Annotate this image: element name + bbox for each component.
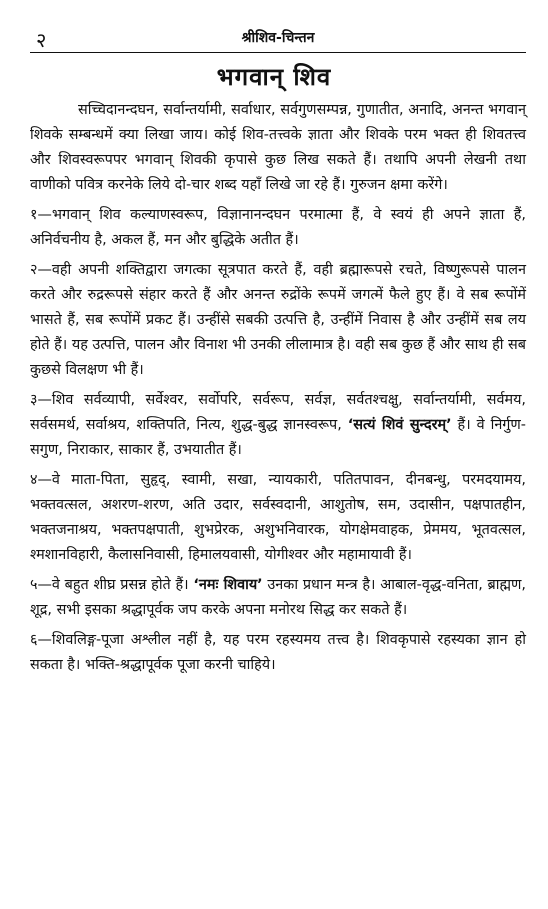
- point-5-text: ५—वे बहुत शीघ्र प्रसन्न होते हैं।: [30, 577, 194, 593]
- running-head: श्रीशिव-चिन्तन: [241, 30, 315, 46]
- page-number: २: [36, 28, 47, 52]
- point-3-text: ३—शिव सर्वव्यापी, सर्वेश्वर, सर्वोपरि, सर्वरूप, सर्वज्ञ, सर्वतश्चक्षु, सर्वान्तर्यामी, सर्वमय, सर्वसमर्थ, सर्वाश्रय, शक्तिपति, नित्य, शुद्ध-बुद्ध ज्ञानस्वरूप,: [30, 392, 526, 433]
- intro-paragraph: सच्चिदानन्दघन, सर्वान्तर्यामी, सर्वाधार, सर्वगुणसम्पन्न, गुणातीत, अनादि, अनन्त भगवान् शिवके सम्बन्धमें क्या लिखा जाय। कोई शिव-तत्त्वके ज्ञाता और शिवके परम भक्त ही शिवतत्त्व और शिवस्वरूपपर भगवान् शिवकी कृपासे कुछ लिख सकते हैं। तथापि अपनी लेखनी तथा वाणीको पवित्र करनेके लिये दो-चार शब्द यहाँ लिखे जा रहे हैं। गुरुजन क्षमा करेंगे।: [30, 102, 526, 193]
- chapter-title: भगवान् शिव: [216, 63, 332, 91]
- point-6: ६—शिवलिङ्ग-पूजा अश्लील नहीं है, यह परम रहस्यमय तत्त्व है। शिवकृपासे रहस्यका ज्ञान हो सकता है। भक्ति-श्रद्धापूर्वक पूजा करनी चाहिये।: [30, 632, 526, 673]
- body-text: [30, 98, 526, 683]
- point-5-mantra: ‘नमः शिवाय’: [193, 577, 263, 593]
- point-3: [30, 388, 526, 463]
- point-1: १—भगवान् शिव कल्याणस्वरूप, विज्ञानानन्दघन परमात्मा हैं, वे स्वयं ही अपने ज्ञाता हैं, अनिर्वचनीय है, अकल हैं, मन और बुद्धिके अतीत हैं।: [30, 207, 526, 248]
- point-3-quote: ‘सत्यं शिवं सुन्दरम्’: [347, 417, 452, 433]
- point-5: [30, 573, 526, 623]
- page-header: [30, 22, 526, 52]
- point-5-text-end: उनका प्रधान मन्त्र है। आबाल-वृद्ध-वनिता, ब्राह्मण, शूद्र, सभी इसका श्रद्धापूर्वक जप करके अपना मनोरथ सिद्ध कर सकते हैं।: [30, 577, 526, 618]
- header-rule: [30, 52, 526, 53]
- point-4: ४—वे माता-पिता, सुहृद्, स्वामी, सखा, न्यायकारी, पतितपावन, दीनबन्धु, परमदयामय, भक्तवत्सल, अशरण-शरण, अति उदार, सर्वस्वदानी, आशुतोष, सम, उदासीन, पक्षपातहीन, भक्तजनाश्रय, भक्तपक्षपाती, शुभप्रेरक, अशुभनिवारक, योगक्षेमवाहक, प्रेममय, भूतवत्सल, श्मशानविहारी, कैलासनिवासी, हिमालयवासी, योगीश्वर और महामायावी हैं।: [30, 472, 526, 563]
- point-2: २—वही अपनी शक्तिद्वारा जगत्का सूत्रपात करते हैं, वही ब्रह्मारूपसे रचते, विष्णुरूपसे पालन करते और रुद्ररूपसे संहार करते हैं और अनन्त रुद्रोंके रूपमें जगत्में फैले हुए हैं। वे सब रूपोंमें भासते हैं, सब रूपोंमें प्रकट हैं। उन्हींसे सबकी उत्पत्ति है, उन्हींमें निवास है और उन्हींमें सब लय होते हैं। यह उत्पत्ति, पालन और विनाश भी उनकी लीलामात्र है। वही सब कुछ हैं और साथ ही सब कुछसे विलक्षण भी हैं।: [30, 262, 526, 378]
- point-3-text-end: हैं। वे निर्गुण-सगुण, निराकार, साकार हैं, उभयातीत हैं।: [30, 417, 527, 458]
